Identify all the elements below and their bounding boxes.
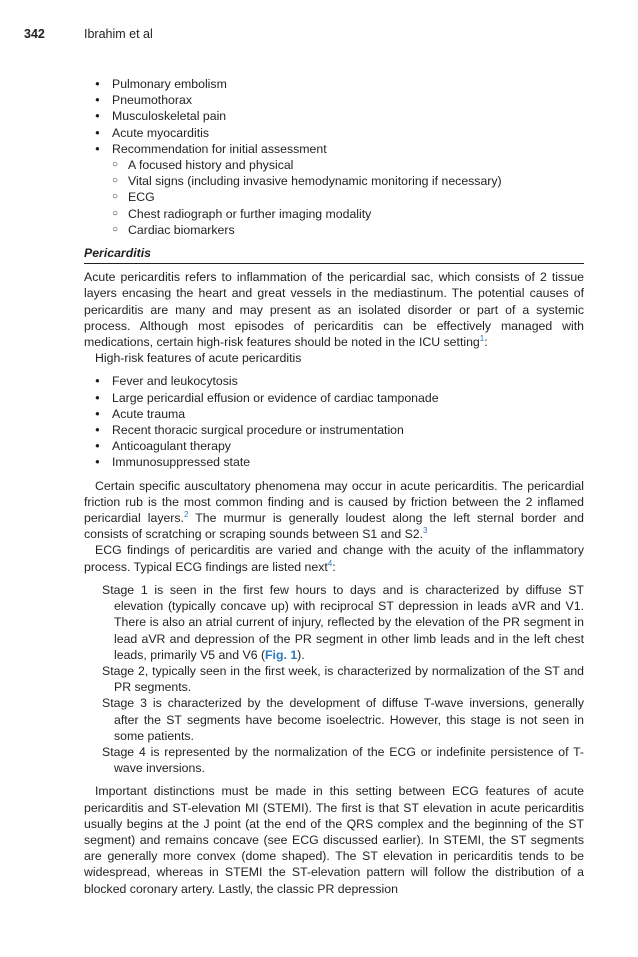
list-item: ○ Chest radiograph or further imaging modality — [84, 206, 584, 222]
intro-paragraph: Acute pericarditis refers to inflammation of the pericardial sac, which consists of 2 tissue layers encasing the heart and great vessels in the mediastinum. The potential causes of pericarditis are many and may present as an isolated disorder or part of a systemic process. Although most episodes of pericarditis can be effectively managed with medications, certain high-risk features should be noted in the ICU setting$^1$: — [84, 270, 584, 350]
list-item: ● Acute trauma — [84, 406, 584, 422]
list-item: ● Pulmonary embolism — [84, 76, 584, 92]
section-heading: Pericarditis — [84, 245, 584, 264]
figure-link[interactable]: Fig. 1 — [265, 647, 298, 662]
list-item: ● Large pericardial effusion or evidence of cardiac tamponade — [84, 390, 584, 406]
list-item: ○ Cardiac biomarkers — [84, 222, 584, 238]
list-item: ● Anticoagulant therapy — [84, 438, 584, 454]
list-item: ● Recommendation for initial assessment — [84, 141, 584, 157]
list-item: ○ Vital signs (including invasive hemodynamic monitoring if necessary) — [84, 173, 584, 189]
list-item: ● Pneumothorax — [84, 92, 584, 108]
ecg-paragraph: ECG findings of pericarditis are varied and change with the acuity of the inflammatory process. Typical ECG findings are listed next$^4$: — [84, 543, 584, 574]
distinctions-paragraph: Important distinctions must be made in this setting between ECG features of acute pericarditis and ST-elevation MI (STEMI). The first is that ST elevation in acute pericarditis usually begins at the J point (at the end of the QRS complex and the beginning of the ST segment) and remains concave (see ECG discussed earlier). In STEMI, the ST segments are generally more convex (dome shaped). The ST elevation in pericarditis tends to be widespread, whereas in STEMI the ST-elevation pattern will follow the distribution of a blocked coronary artery. Lastly, the classic PR depression — [84, 784, 584, 896]
citation[interactable]: 1 — [479, 333, 485, 343]
symptom-list — [84, 76, 584, 238]
main-column — [84, 76, 584, 897]
citation[interactable]: 3 — [423, 526, 428, 536]
citation[interactable]: 2 — [183, 509, 189, 519]
list-item: ○ ECG — [84, 189, 584, 205]
highrisk-label: High-risk features of acute pericarditis — [95, 351, 302, 366]
list-item: ● Musculoskeletal pain — [84, 108, 584, 124]
highrisk-list — [84, 373, 584, 470]
list-item: ● Fever and leukocytosis — [84, 373, 584, 389]
stage-4: Stage 4 is represented by the normalization of the ECG or indefinite persistence of T-wave inversions. — [102, 744, 584, 776]
list-item: ○ A focused history and physical — [84, 157, 584, 173]
stage-3: Stage 3 is characterized by the development of diffuse T-wave inversions, generally after the ST segments have become isoelectric. However, this stage is not seen in some patients. — [102, 696, 584, 743]
stage-2: Stage 2, typically seen in the first week, is characterized by normalization of the ST and PR segments. — [102, 663, 584, 695]
running-author: Ibrahim et al — [84, 27, 153, 41]
citation[interactable]: 4 — [327, 558, 333, 568]
stage-1: Stage 1 is seen in the first few hours to days and is characterized by diffuse ST elevation (typically concave up) with reciprocal ST depression in leads aVR and V1. There is also an atrial current of injury, reflected by the elevation of the PR segment in lead aVR and depression of the PR segment in other limb leads and in the left chest leads, primarily V5 and V6 (Fig. 1). — [102, 582, 584, 662]
list-item: ● Recent thoracic surgical procedure or instrumentation — [84, 422, 584, 438]
list-item: ● Immunosuppressed state — [84, 454, 584, 470]
auscultatory-paragraph: Certain specific auscultatory phenomena may occur in acute pericarditis. The pericardial friction rub is the most common finding and is caused by friction between the 2 inflamed pericardial layers.$^2$ The murmur is generally loudest along the left sternal border and consists of scratching or scraping sounds between S1 and S2.$^3$ — [84, 478, 584, 542]
list-item: ● Acute myocarditis — [84, 125, 584, 141]
page-number: 342 — [24, 27, 45, 41]
